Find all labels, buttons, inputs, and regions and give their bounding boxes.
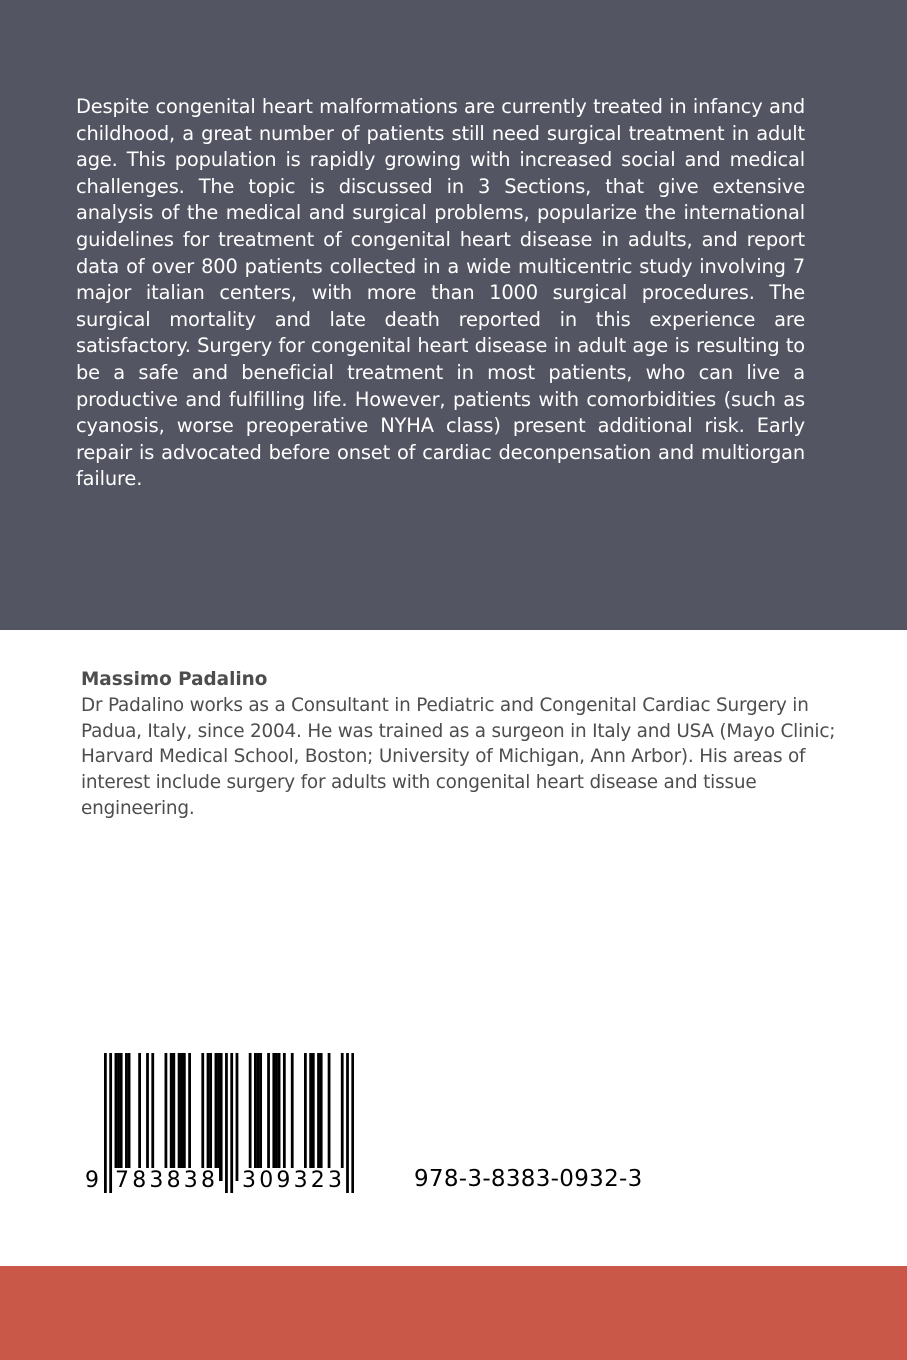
barcode-bar <box>312 1053 315 1181</box>
barcode-bar <box>146 1053 149 1181</box>
barcode-bar <box>215 1053 218 1181</box>
barcode-bar <box>257 1053 260 1181</box>
barcode-bar <box>291 1053 294 1181</box>
blurb-text: Despite congenital heart malformations are currently treated in infancy and childhood, a great number of patients still need surgical treatment in adult age. This population is rapidly growing with increased social and medical challenges. The topic is discussed in 3 Sections, that give extensive analysis of the medical and surgical problems, popularize the international guidelines for treatment of congenital heart disease in adults, and report data of over 800 patients collected in a wide multicentric study involving 7 major italian centers, with more than 1000 surgical procedures. The surgical mortality and late death reported in this experience are satisfactory. Surgery for congenital heart disease in adult age is resulting to be a safe and beneficial treatment in most patients, who can live a productive and fulfilling life. However, patients with comorbidities (such as cyanosis, worse preoperative NYHA class) present additional risk. Early repair is advocated before onset of cardiac deconpensation and multiorgan failure. <box>76 95 805 491</box>
barcode-bar <box>304 1053 307 1181</box>
barcode-bar <box>341 1053 344 1181</box>
barcode-bar <box>309 1053 312 1181</box>
barcode-bar <box>209 1053 212 1181</box>
barcode-bar <box>317 1053 320 1181</box>
author-bio: Dr Padalino works as a Consultant in Pediatric and Congenital Cardiac Surgery in Padua, Italy, since 2004. He was trained as a surgeon in Italy and USA (Mayo Clinic; Harvard Medical School, Boston; University of Michigan, Ann Arbor). His areas of interest include surgery for adults with congenital heart disease and tissue engineering. <box>81 694 836 819</box>
barcode-bar <box>278 1053 281 1181</box>
barcode-bar <box>180 1053 183 1181</box>
barcode-bar <box>125 1053 128 1181</box>
barcode-bar <box>172 1053 175 1181</box>
barcode-bar <box>217 1053 220 1181</box>
barcode-right-group: 309323 <box>242 1168 346 1193</box>
barcode-bar <box>165 1053 168 1181</box>
barcode-bar <box>320 1053 323 1181</box>
barcode-bar <box>120 1053 123 1181</box>
barcode-bar <box>117 1053 120 1181</box>
author-section <box>81 667 841 822</box>
barcode-bar <box>275 1053 278 1181</box>
barcode-bar <box>151 1053 154 1181</box>
top-panel <box>0 0 907 630</box>
barcode-bar <box>259 1053 262 1181</box>
barcode-bar <box>201 1053 204 1181</box>
barcode-bar <box>170 1053 173 1181</box>
barcode-bar <box>272 1053 275 1181</box>
barcode-bar <box>328 1053 331 1181</box>
isbn-label: 978-3-8383-0932-3 <box>414 1166 643 1192</box>
barcode-bar <box>115 1053 118 1181</box>
barcode-bar <box>236 1053 239 1181</box>
barcode-bar <box>183 1053 186 1181</box>
barcode-bar <box>283 1053 286 1181</box>
barcode-bar <box>220 1053 223 1181</box>
barcode-bar <box>128 1053 131 1181</box>
barcode-bar <box>207 1053 210 1181</box>
barcode-bar <box>267 1053 270 1181</box>
author-name: Massimo Padalino <box>81 669 268 690</box>
barcode-bar <box>138 1053 141 1181</box>
barcode-bar <box>249 1053 252 1181</box>
barcode-bar <box>254 1053 257 1181</box>
barcode-left-group: 783838 <box>115 1168 219 1193</box>
barcode-digits <box>84 1168 356 1196</box>
barcode-bar <box>178 1053 181 1181</box>
bottom-band <box>0 1266 907 1360</box>
barcode-first-digit: 9 <box>85 1168 99 1193</box>
barcode-bar <box>188 1053 191 1181</box>
